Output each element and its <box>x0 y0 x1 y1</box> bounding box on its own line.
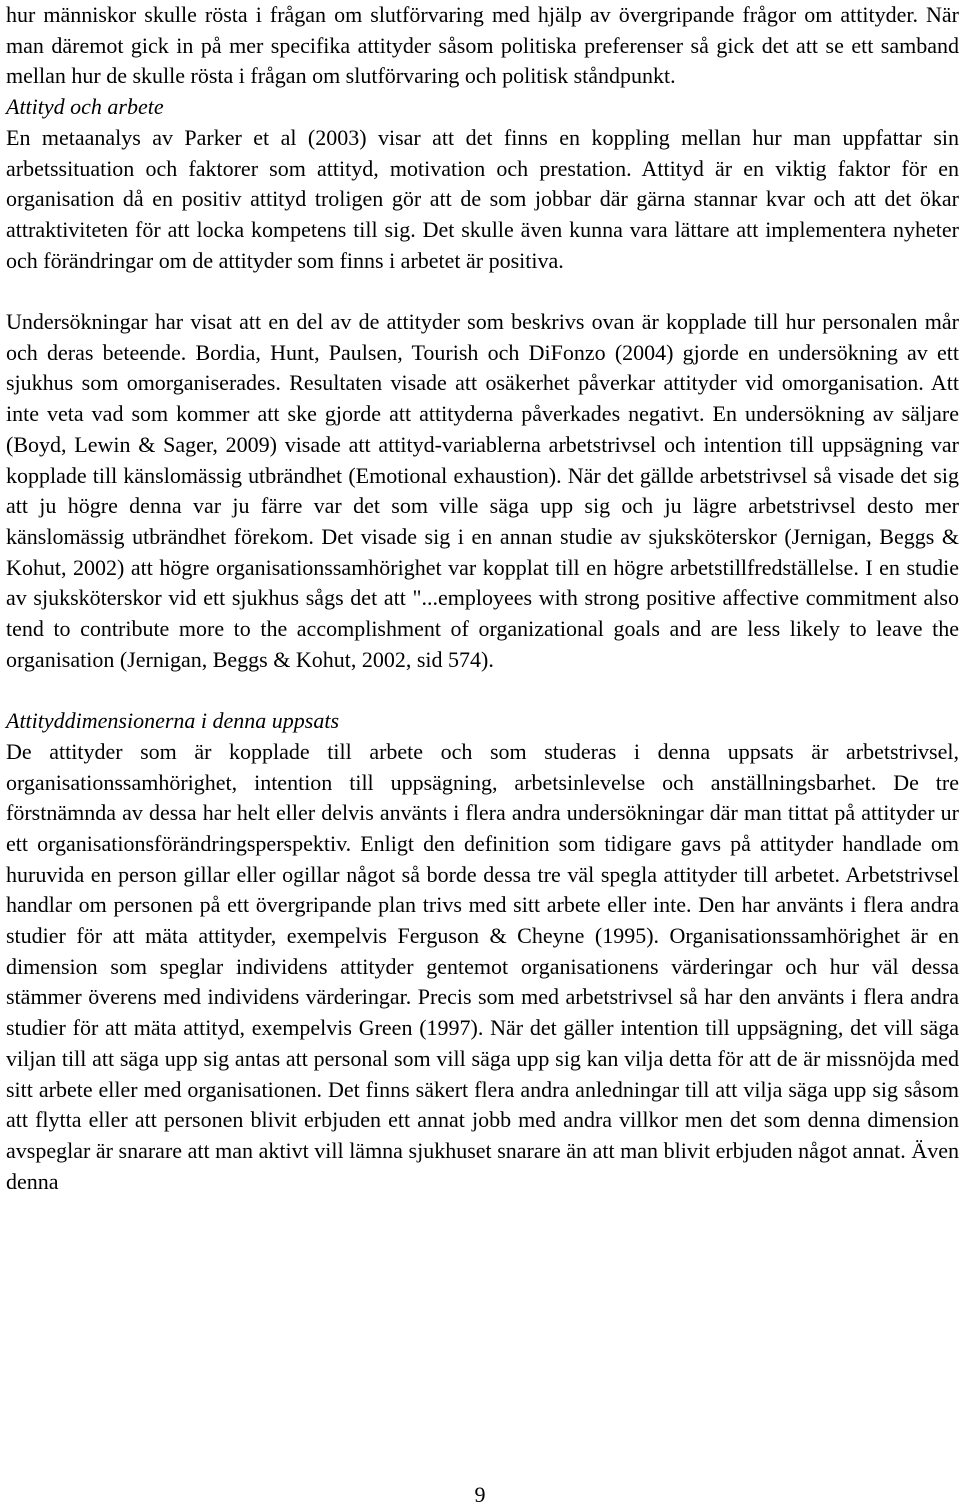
section-heading-attityd-och-arbete: Attityd och arbete <box>6 94 164 120</box>
page-number: 9 <box>474 1482 486 1507</box>
intro-paragraph: hur människor skulle rösta i frågan om slutförvaring med hjälp av övergripande frågor om attityder. När man däremot gick in på mer specifika attityder såsom politiska preferenser så gick det att se ett samband mellan hur de skulle rösta i frågan om slutförvaring och politisk ståndpunkt. <box>6 2 959 89</box>
body-paragraph: De attityder som är kopplade till arbete och som studeras i denna uppsats är arbetstrivsel, organisationssamhörighet, intention till uppsägning, arbetsinlevelse och anställningsbarhet. De tre förstnämnda av dessa har helt eller delvis använts i flera andra undersökningar där man tittat på attityder ur ett organisationsförändringsperspektiv. Enligt den definition som tidigare gavs på attityder handlade om huruvida en person gillar eller ogillar något så borde dessa tre väl spegla attityder till arbetet. Arbetstrivsel handlar om personen på ett övergripande plan trivs med sitt arbete eller inte. Den har använts i flera andra studier för att mäta attityder, exempelvis Ferguson & Cheyne (1995). Organisationssamhörighet är en dimension som speglar individens attityder gentemot organisationens värderingar och hur väl dessa stämmer överens med individens värderingar. Precis som med arbetstrivsel så har den använts i flera andra studier för att mäta attityd, exempelvis Green (1997). När det gäller intention till uppsägning, det vill säga viljan till att säga upp sig antas att personal som vill säga upp sig kan vilja detta för att de är missnöjda med sitt arbete eller med organisationen. Det finns säkert flera andra anledningar till att vilja säga upp sig såsom att flytta eller att personen blivit erbjuden ett annat jobb med andra villkor men det som denna dimension avspeglar är snarare att man aktivt vill lämna sjukhuset snarare än att man blivit erbjuden något annat. Även denna <box>6 738 959 1194</box>
section-heading-attityddimensionerna: Attityddimensionerna i denna uppsats <box>6 708 340 734</box>
body-paragraph: En metaanalys av Parker et al (2003) visar att det finns en koppling mellan hur man uppfattar sin arbetssituation och faktorer som attityd, motivation och prestation. Attityd är en viktig faktor för en organisation då en positiv attityd troligen gör att de som jobbar där gärna stannar kvar och att det ökar attraktiviteten för att locka kompetens till sig. Det skulle även kunna vara lättare att implementera nyheter och förändringar om de attityder som finns i arbetet är positiva. <box>6 124 959 273</box>
document-page <box>6 0 959 1197</box>
body-paragraph: Undersökningar har visat att en del av de attityder som beskrivs ovan är kopplade till hur personalen mår och deras beteende. Bordia, Hunt, Paulsen, Tourish och DiFonzo (2004) gjorde en undersökning av ett sjukhus som omorganiserades. Resultaten visade att osäkerhet påverkar attityder vid omorganisation. Att inte veta vad som kommer att ske gjorde att attityderna påverkades negativt. En undersökning av säljare (Boyd, Lewin & Sager, 2009) visade att attityd-variablerna arbetstrivsel och intention till uppsägning var kopplade till känslomässig utbrändhet (Emotional exhaustion). När det gällde arbetstrivsel så visade det sig att ju högre denna var ju färre var det som ville säga upp sig och ju lägre arbetstrivsel desto mer känslomässig utbrändhet förekom. Det visade sig i en annan studie av sjuksköterskor (Jernigan, Beggs & Kohut, 2002) att högre organisationssamhörighet var kopplat till en högre arbetstillfredställelse. I en studie av sjuksköterskor vid ett sjukhus sågs det att "...employees with strong positive affective commitment also tend to contribute more to the accomplishment of organizational goals and are less likely to leave the organisation (Jernigan, Beggs & Kohut, 2002, sid 574). <box>6 309 959 672</box>
paragraph-spacer <box>6 276 959 307</box>
paragraph-spacer <box>6 675 959 706</box>
